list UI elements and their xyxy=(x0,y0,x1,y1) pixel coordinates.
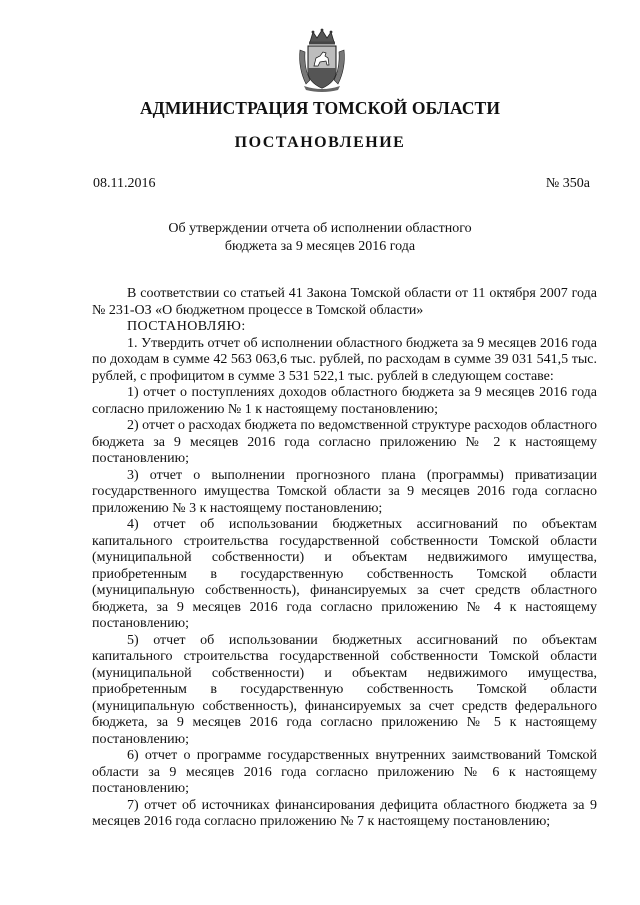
list-item-3: 3) отчет о выполнении прогнозного плана (программы) приватизации государственного имущества Томской области за 9 месяцев 2016 года согласно приложению № 3 к настоящему постановлению; xyxy=(92,467,597,516)
decree-word: ПОСТАНОВЛЯЮ: xyxy=(127,319,246,334)
document-type: ПОСТАНОВЛЕНИЕ xyxy=(234,134,406,151)
list-item-2: 2) отчет о расходах бюджета по ведомственной структуре расходов областного бюджета за 9 месяцев 2016 года согласно приложению № 2 к настоящему постановлению; xyxy=(92,418,597,466)
intro-paragraph: В соответствии со статьей 41 Закона Томской области от 11 октября 2007 года № 231-ОЗ «О бюджетном процессе в Томской области» xyxy=(92,286,597,318)
paragraph-1: 1. Утвердить отчет об исполнении областного бюджета за 9 месяцев 2016 года по доходам в сумме 42 563 063,6 тыс. рублей, по расходам в сумме 39 031 541,5 тыс. рублей, с профицитом в сумме 3 531 522,1 тыс. рублей в следующем составе: xyxy=(92,335,597,384)
list-item-5: 5) отчет об использовании бюджетных ассигнований по объектам капитального строительства государственной собственности Томской области (муниципальной собственности) и объектам недвижимого имущества, приобретенным в государственную собственность Томской области (муниципальную собственность), финансируемых за счет средств федерального бюджета, за 9 месяцев 2016 года согласно приложению № 5 к настоящему постановлению; xyxy=(92,632,597,747)
document-date: 08.11.2016 xyxy=(93,176,156,191)
coat-of-arms-emblem xyxy=(296,28,348,92)
list-item-4: 4) отчет об использовании бюджетных ассигнований по объектам капитального строительства государственной собственности Томской области (муниципальной собственности) и объектам недвижимого имущества, приобретенным в государственную собственность Томской области (муниципальную собственность), финансируемых за счет средств областного бюджета, за 9 месяцев 2016 года согласно приложению № 4 к настоящему постановлению; xyxy=(92,517,597,631)
document-subject xyxy=(0,220,640,256)
subject-line-1: Об утверждении отчета об исполнении областного xyxy=(168,221,472,236)
subject-line-2: бюджета за 9 месяцев 2016 года xyxy=(224,239,416,254)
list-item-6: 6) отчет о программе государственных внутренних заимствований Томской области за 9 месяцев 2016 года согласно приложению № 6 к настоящему постановлению; xyxy=(92,748,597,796)
document-number: № 350а xyxy=(545,176,590,191)
list-item-7: 7) отчет об источниках финансирования дефицита областного бюджета за 9 месяцев 2016 года согласно приложению № 7 к настоящему постановлению; xyxy=(92,797,597,829)
list-item-1: 1) отчет о поступлениях доходов областного бюджета за 9 месяцев 2016 года согласно приложению № 1 к настоящему постановлению; xyxy=(92,385,597,417)
organization-title: АДМИНИСТРАЦИЯ ТОМСКОЙ ОБЛАСТИ xyxy=(139,98,501,118)
document-body xyxy=(92,286,597,831)
